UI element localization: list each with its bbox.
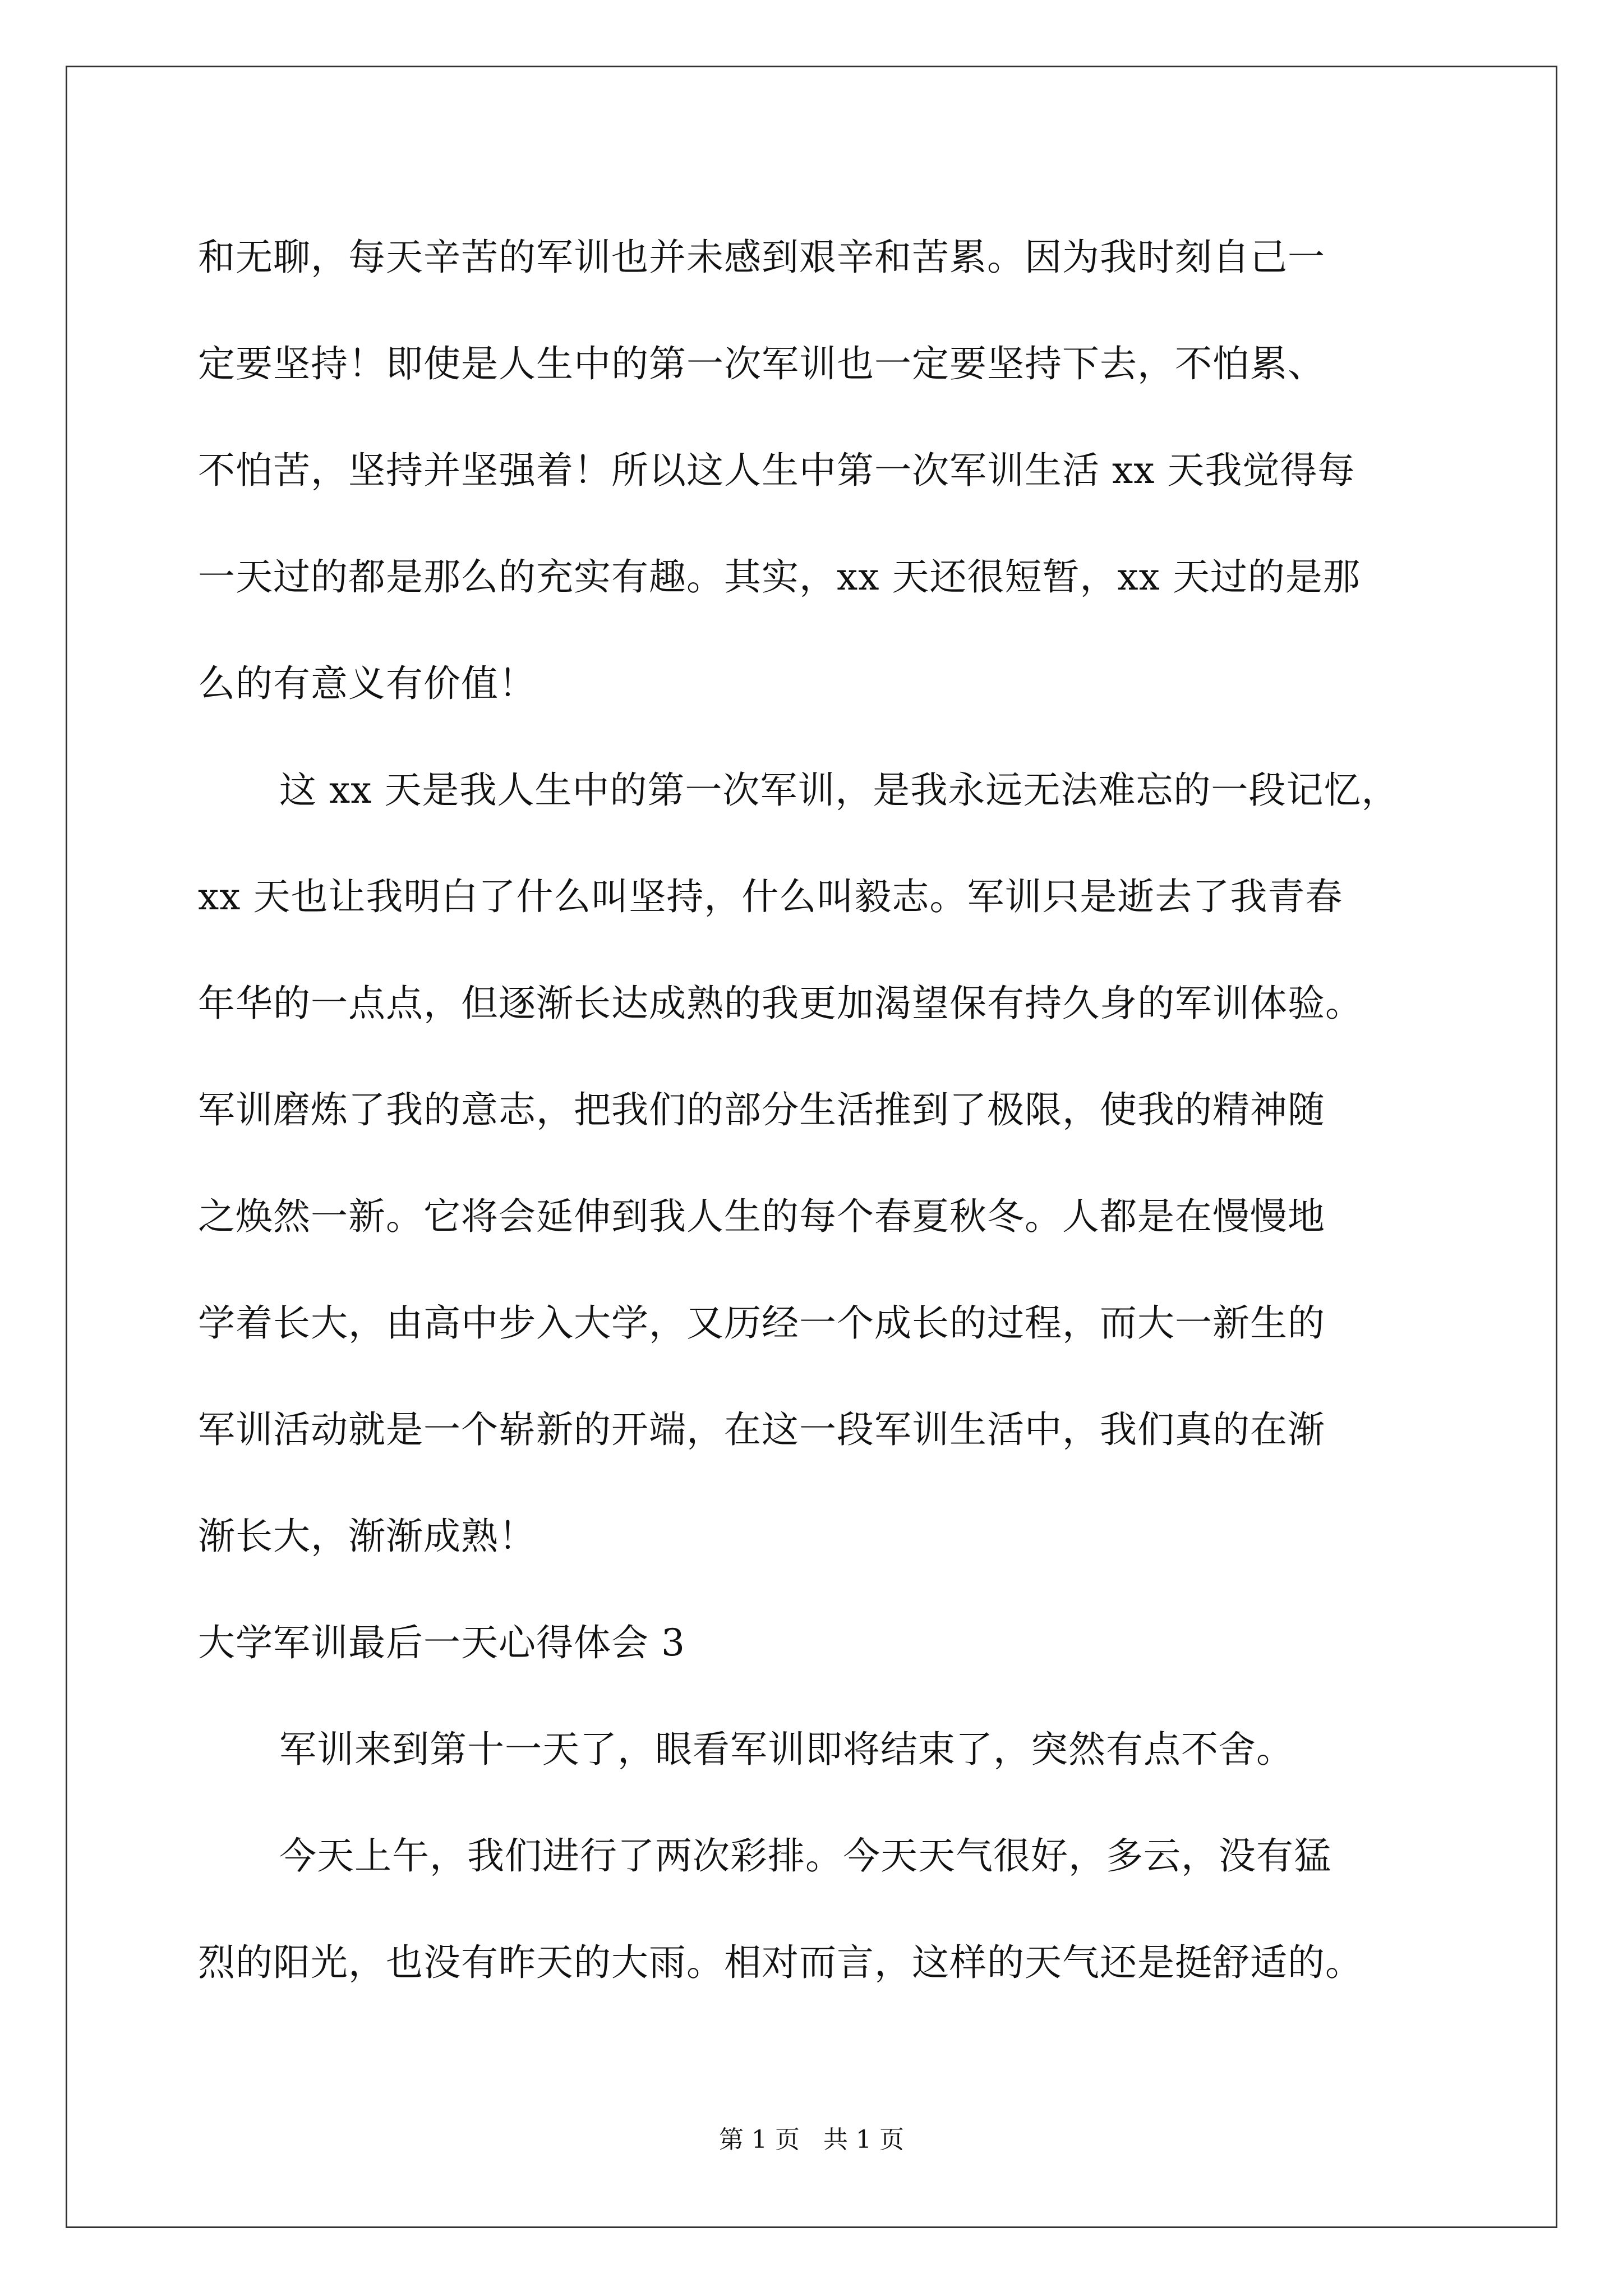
text-line: 定要坚持！即使是人生中的第一次军训也一定要坚持下去，不怕累、	[198, 342, 1325, 385]
paragraph-first-line: 今天上午，我们进行了两次彩排。今天天气很好，多云，没有猛	[279, 1834, 1331, 1878]
text-line: 么的有意义有价值！	[198, 662, 536, 705]
text-line: 一天过的都是那么的充实有趣。其实，xx 天还很短暂，xx 天过的是那	[198, 555, 1361, 599]
page-footer	[0, 2123, 1623, 2157]
text-line: xx 天也让我明白了什么叫坚持，什么叫毅志。军训只是逝去了我青春	[198, 875, 1343, 918]
page-total: 共 1 页	[823, 2125, 904, 2154]
text-line: 年华的一点点，但逐渐长达成熟的我更加渴望保有持久身的军训体验。	[198, 982, 1363, 1025]
text-line: 和无聊，每天辛苦的军训也并未感到艰辛和苦累。因为我时刻自己一	[198, 236, 1325, 279]
text-line: 不怕苦，坚持并坚强着！所以这人生中第一次军训生活 xx 天我觉得每	[198, 449, 1355, 492]
text-line: 军训磨炼了我的意志，把我们的部分生活推到了极限，使我的精神随	[198, 1088, 1325, 1131]
text-line: 之焕然一新。它将会延伸到我人生的每个春夏秋冬。人都是在慢慢地	[198, 1195, 1325, 1238]
document-body	[198, 204, 1432, 2016]
page-number: 第 1 页	[719, 2125, 800, 2154]
text-line: 渐长大，渐渐成熟！	[198, 1515, 536, 1558]
text-line: 军训活动就是一个崭新的开端，在这一段军训生活中，我们真的在渐	[198, 1408, 1325, 1451]
paragraph-first-line: 这 xx 天是我人生中的第一次军训，是我永远无法难忘的一段记忆，	[279, 769, 1399, 812]
text-line: 烈的阳光，也没有昨天的大雨。相对而言，这样的天气还是挺舒适的。	[198, 1941, 1363, 1984]
paragraph-first-line: 军训来到第十一天了，眼看军训即将结束了，突然有点不舍。	[279, 1728, 1294, 1771]
text-line: 学着长大，由高中步入大学，又历经一个成长的过程，而大一新生的	[198, 1301, 1325, 1345]
section-heading: 大学军训最后一天心得体会 3	[198, 1621, 685, 1664]
